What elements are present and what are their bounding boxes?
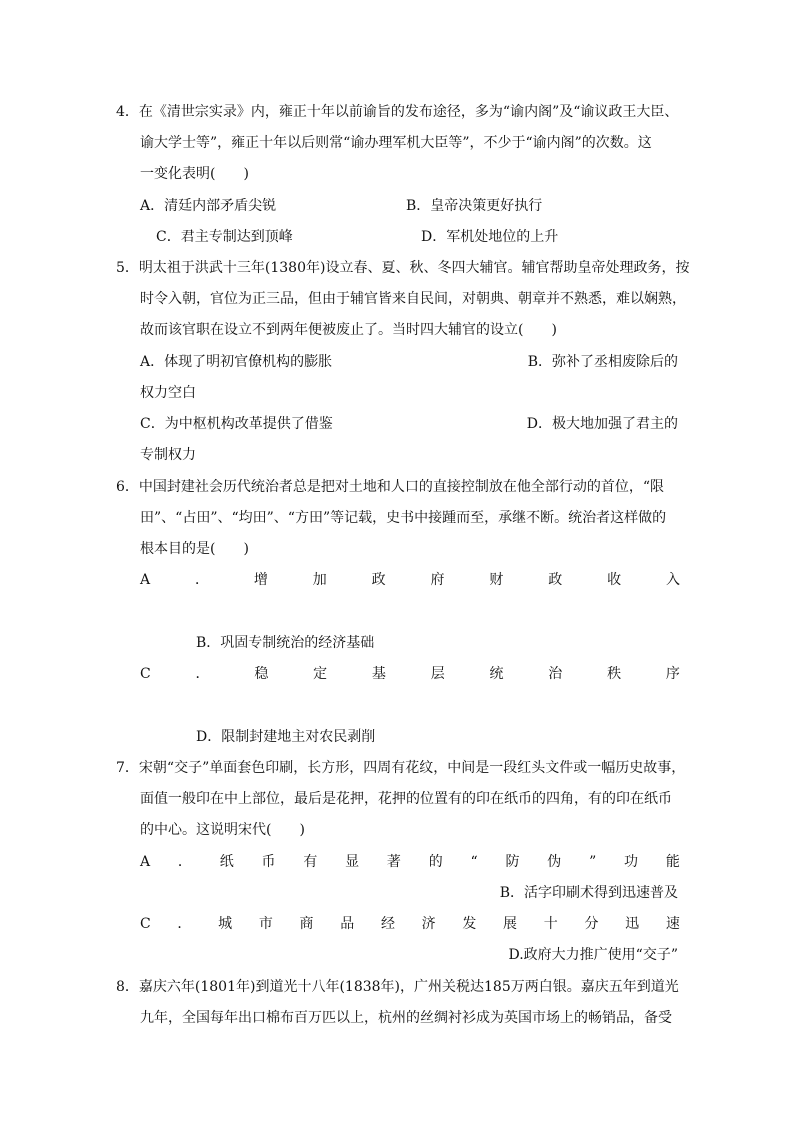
q7-option-a (140, 852, 680, 872)
q7-stem-line2: 面值一般印在中上部位，最后是花押，花押的位置有的印在纸币的四角，有的印在纸币 (140, 791, 672, 807)
q7-option-a-char: 纸 (219, 854, 234, 870)
q4-stem-line2: 谕大学士等”，雍正十年以后则常“谕办理军机大臣等”，不少于“谕内阁”的次数。这 (140, 135, 652, 151)
q7-stem-line3: 的中心。这说明宋代( ) (140, 822, 305, 838)
q7-option-a-char: 能 (665, 854, 680, 870)
q7-option-c-char: 商 (299, 916, 314, 932)
q7-option-c-char: 市 (258, 916, 273, 932)
q7-option-c-char: 十 (543, 916, 558, 932)
q7-option-a-char: 著 (386, 854, 401, 870)
q7-option-c-char: 发 (462, 916, 477, 932)
q6-option-c-char: 稳 (254, 666, 269, 682)
q5-option-a: A．体现了明初官僚机构的膨胀 (140, 354, 333, 370)
q7-option-c-char: 展 (503, 916, 518, 932)
q6-stem-line2: 田”、“占田”、“均田”、“方田”等记载，史书中接踵而至，承继不断。统治者这样做的 (140, 510, 667, 526)
q5-stem-line2: 时令入朝，官位为正三品，但由于辅官皆来自民间，对朝典、朝章并不熟悉，难以娴熟， (140, 291, 686, 307)
q7-option-c-char: 品 (340, 916, 355, 932)
q7-option-c-char: ． (177, 916, 192, 932)
q6-option-d: D．限制封建地主对农民剥削 (196, 729, 376, 745)
q7-option-c-char: 经 (380, 916, 395, 932)
q7-option-c-char: C (140, 916, 151, 932)
q6-option-a-char: 府 (430, 572, 445, 588)
q4-stem-line3: 一变化表明( ) (140, 166, 249, 182)
q5-stem-line3: 故而该官职在设立不到两年便被废止了。当时四大辅官的设立( ) (140, 322, 557, 338)
q6-stem-line1: 6．中国封建社会历代统治者总是把对土地和人口的直接控制放在他全部行动的首位，“限 (116, 479, 665, 495)
q7-option-c-char: 分 (584, 916, 599, 932)
q7-option-a-char: 的 (428, 854, 443, 870)
q4-stem-line1: 4．在《清世宗实录》内，雍正十年以前谕旨的发布途径，多为“谕内阁”及“谕议政王大臣、 (116, 104, 679, 120)
q6-option-c-char: 层 (430, 666, 445, 682)
q6-option-a-char: 入 (666, 572, 680, 588)
q4-option-a: A．清廷内部矛盾尖锐 (140, 198, 277, 214)
q6-option-c-char: 秩 (607, 666, 622, 682)
q5-option-c: C．为中枢机构改革提供了借鉴 (140, 416, 333, 432)
q6-option-a-char: 加 (312, 572, 327, 588)
q6-option-b: B．巩固专制统治的经济基础 (196, 635, 375, 651)
q7-option-a-char: 功 (624, 854, 639, 870)
q6-option-a-char: 政 (548, 572, 563, 588)
q7-option-a-char: ． (177, 854, 192, 870)
q7-option-a-char: 有 (303, 854, 318, 870)
q5-option-d: D．极大地加强了君主的 (526, 416, 678, 432)
q6-option-c-char: 治 (548, 666, 563, 682)
q6-option-a-char: A (140, 572, 151, 588)
q4-option-b: B．皇帝决策更好执行 (406, 198, 543, 214)
q5-option-b-cont: 权力空白 (140, 385, 196, 401)
q6-option-c-char: 统 (489, 666, 504, 682)
q5-option-d-cont: 专制权力 (140, 447, 196, 463)
q5-stem-line1: 5．明太祖于洪武十三年(1380年)设立春、夏、秋、冬四大辅官。辅官帮助皇帝处理政务，按 (116, 260, 690, 276)
q6-option-a-char: 收 (607, 572, 622, 588)
q7-option-a-char: “ (470, 854, 478, 870)
q8-stem-line1: 8．嘉庆六年(1801年)到道光十八年(1838年)，广州关税达185万两白银。嘉庆五年到道光 (116, 979, 679, 995)
q7-option-c (140, 914, 680, 934)
q6-stem-line3: 根本目的是( ) (140, 541, 249, 557)
q4-option-c: C．君主专制达到顶峰 (156, 229, 293, 245)
q7-option-c-char: 济 (421, 916, 436, 932)
q7-option-a-char: 显 (345, 854, 360, 870)
q8-stem-line2: 九年，全国每年出口棉布百万匹以上，杭州的丝绸衬衫成为英国市场上的畅销品，备受 (140, 1010, 672, 1026)
q6-option-a-char: 增 (253, 572, 268, 588)
q6-option-c-char: ． (195, 666, 210, 682)
q6-option-c-char: 序 (665, 666, 680, 682)
q7-option-a-char: 币 (261, 854, 276, 870)
q6-option-a (140, 570, 680, 590)
q4-option-d: D．军机处地位的上升 (421, 229, 559, 245)
q7-option-a-char: A (140, 854, 151, 870)
q7-option-c-char: 城 (218, 916, 233, 932)
q7-stem-line1: 7．宋朝“交子”单面套色印刷，长方形，四周有花纹，中间是一段红头文件或一幅历史故事， (116, 760, 686, 776)
q7-option-a-char: ” (589, 854, 597, 870)
q6-option-c-char: C (140, 666, 151, 682)
q7-option-c-char: 迅 (625, 916, 640, 932)
q6-option-c-char: 定 (313, 666, 328, 682)
q7-option-a-char: 伪 (547, 854, 562, 870)
q6-option-c-char: 基 (371, 666, 386, 682)
q6-option-a-char: ． (195, 572, 209, 588)
q7-option-c-char: 速 (665, 916, 680, 932)
q6-option-a-char: 财 (489, 572, 504, 588)
q5-option-b: B．弥补了丞相废除后的 (527, 354, 678, 370)
q7-option-b: B．活字印刷术得到迅速普及 (499, 885, 678, 901)
q7-option-a-char: 防 (505, 854, 520, 870)
q6-option-c (140, 664, 680, 684)
q6-option-a-char: 政 (371, 572, 386, 588)
q7-option-d: D.政府大力推广使用“交子” (508, 947, 678, 963)
